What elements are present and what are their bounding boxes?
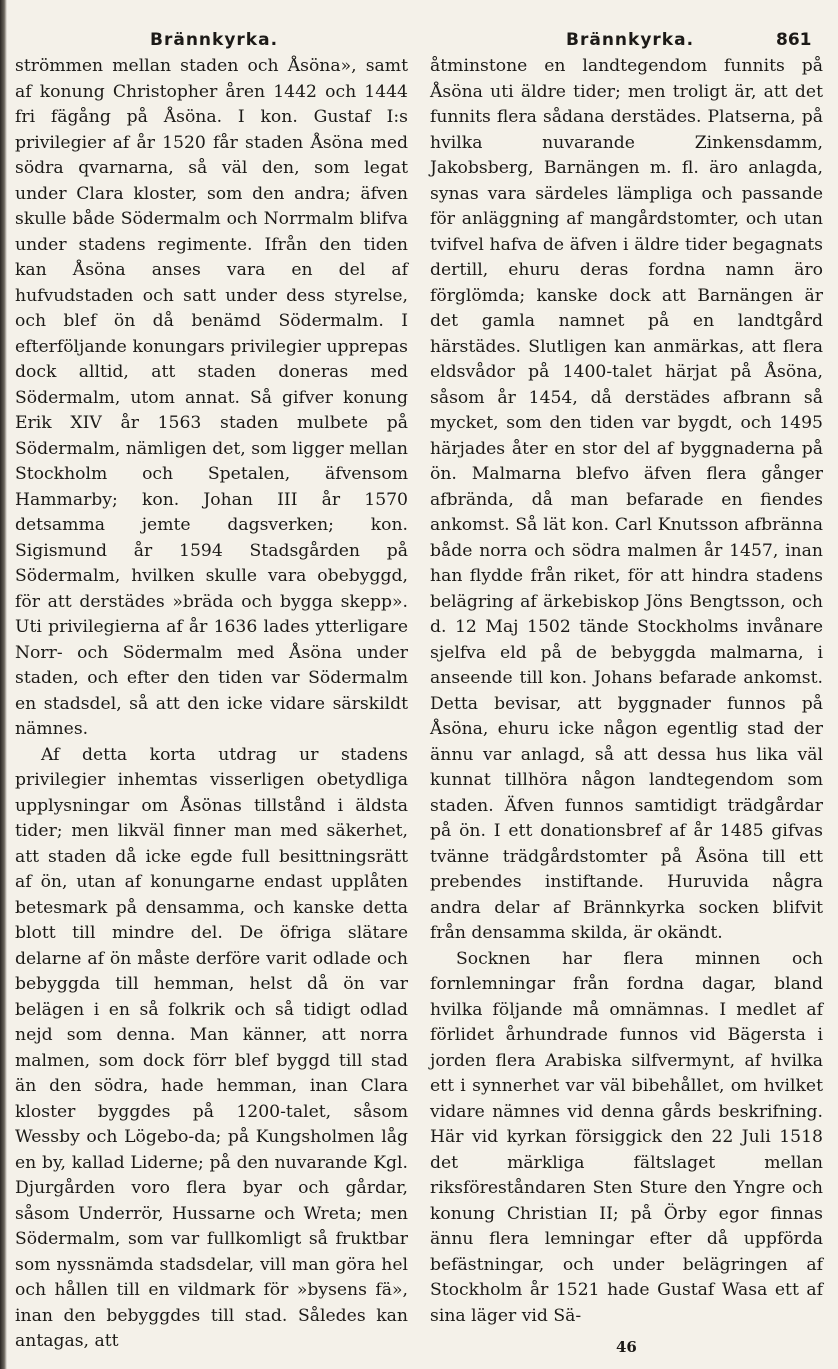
book-binding-edge <box>0 0 7 1369</box>
page-number: 861 <box>776 30 812 50</box>
signature-mark: 46 <box>616 1338 637 1356</box>
running-head-right: Brännkyrka. <box>566 30 695 50</box>
text-column-right <box>430 54 823 1329</box>
text-column-left <box>15 54 408 1355</box>
paragraph: Af detta korta utdrag ur stadens privilegier inhemtas visserligen obetydliga upplysningar om Åsönas tillstånd i äldsta tider; men likväl finner man med säkerhet, att staden då icke egde full besittningsrätt af ön, utan af konungarne endast upplåten betesmark på densamma, och kanske detta blott till mindre del. De öfriga slätare delarne af ön måste derföre varit odlade och bebyggda till hemman, helst då ön var belägen i en så folkrik och så tidigt odlad nejd som denna. Man känner, att norra malmen, som dock förr blef byggd till stad än den södra, hade hemman, inan Clara kloster byggdes på 1200-talet, såsom Wessby och Lögebo-da; på Kungsholmen låg en by, kallad Liderne; på den nuvarande Kgl. Djurgården voro flera byar och gårdar, såsom Underrör, Hussarne och Wreta; men Södermalm, som var fullkomligt så fruktbar som nyssnämda stadsdelar, vill man göra hel och hållen till en vildmark för »bysens fä», inan den bebyggdes till stad. Således kan antagas, att <box>15 744 408 1351</box>
paragraph: strömmen mellan staden och Åsöna», samt af konung Christopher åren 1442 och 1444 fri fägång på Åsöna. I kon. Gustaf I:s privilegier af år 1520 får staden Åsöna med södra qvarnarna, så väl den, som legat under Clara kloster, som den andra; äfven skulle både Södermalm och Norrmalm blifva under stadens regimente. Ifrån den tiden kan Åsöna anses vara en del af hufvudstaden och satt under dess styrelse, och blef ön då benämd Södermalm. I efterföljande konungars privilegier upprepas dock alltid, att staden doneras med Södermalm, utom annat. Så gifver konung Erik XIV år 1563 staden mulbete på Södermalm, nämligen det, som ligger mellan Stockholm och Spetalen, äfvensom Hammarby; kon. Johan III år 1570 detsamma jemte dagsverken; kon. Sigismund år 1594 Stadsgården på Södermalm, hvilken skulle vara obebyggd, för att derstädes »bräda och bygga skepp». Uti privilegierna af år 1636 lades ytterligare Norr- och Södermalm med Åsöna under staden, och efter den tiden var Södermalm en stadsdel, så att den icke vidare särskildt nämnes. <box>15 56 408 739</box>
paragraph: åtminstone en landtegendom funnits på Åsöna uti äldre tider; men troligt är, att det funnits flera sådana derstädes. Platserna, på hvilka nuvarande Zinkensdamm, Jakobsberg, Barnängen m. fl. äro anlagda, synas vara särdeles lämpliga och passande för anläggning af mangårdstomter, och utan tvifvel hafva de äfven i äldre tider begagnats dertill, ehuru deras fordna namn äro förglömda; kanske dock att Barnängen är det gamla namnet på en landtgård härstädes. Slutligen kan anmärkas, att flera eldsvådor på 1400-talet härjat på Åsöna, såsom år 1454, då derstädes afbrann så mycket, som den tiden var bygdt, och 1495 härjades åter en stor del af byggnaderna på ön. Malmarna blefvo äfven flera gånger afbrända, då man befarade en fiendes ankomst. Så lät kon. Carl Knutsson afbränna både norra och södra malmen år 1457, inan han flydde från riket, för att hindra stadens belägring af ärkebiskop Jöns Bengtsson, och d. 12 Maj 1502 tände Stockholms invånare sjelfva eld på de bebyggda malmarna, i anseende till kon. Johans befarade ankomst. Detta bevisar, att byggnader funnos på Åsöna, ehuru icke någon egentlig stad der ännu var anlagd, så att dessa hus lika väl kunnat tillhöra någon landtegendom som staden. Äfven funnos samtidigt trädgårdar på ön. I ett donationsbref af år 1485 gifvas tvänne trädgårdstomter på Åsöna till ett prebendes instiftande. Huruvida några andra delar af Brännkyrka socken blifvit från densamma skilda, är okändt. <box>430 56 823 943</box>
paragraph: Socknen har flera minnen och fornlemningar från fordna dagar, bland hvilka följande må omnämnas. I medlet af förlidet århundrade funnos vid Bägersta i jorden flera Arabiska silfvermynt, af hvilka ett i synnerhet var väl bibehållet, om hvilket vidare nämnes vid denna gårds beskrifning. Här vid kyrkan försiggick den 22 Juli 1518 det märkliga fältslaget mellan riksföreståndaren Sten Sture den Yngre och konung Christian II; på Örby egor finnas ännu flera lemningar efter då uppförda befästningar, och under belägringen af Stockholm år 1521 hade Gustaf Wasa ett af sina läger vid Sä- <box>430 948 823 1326</box>
running-head-left: Brännkyrka. <box>150 30 279 50</box>
